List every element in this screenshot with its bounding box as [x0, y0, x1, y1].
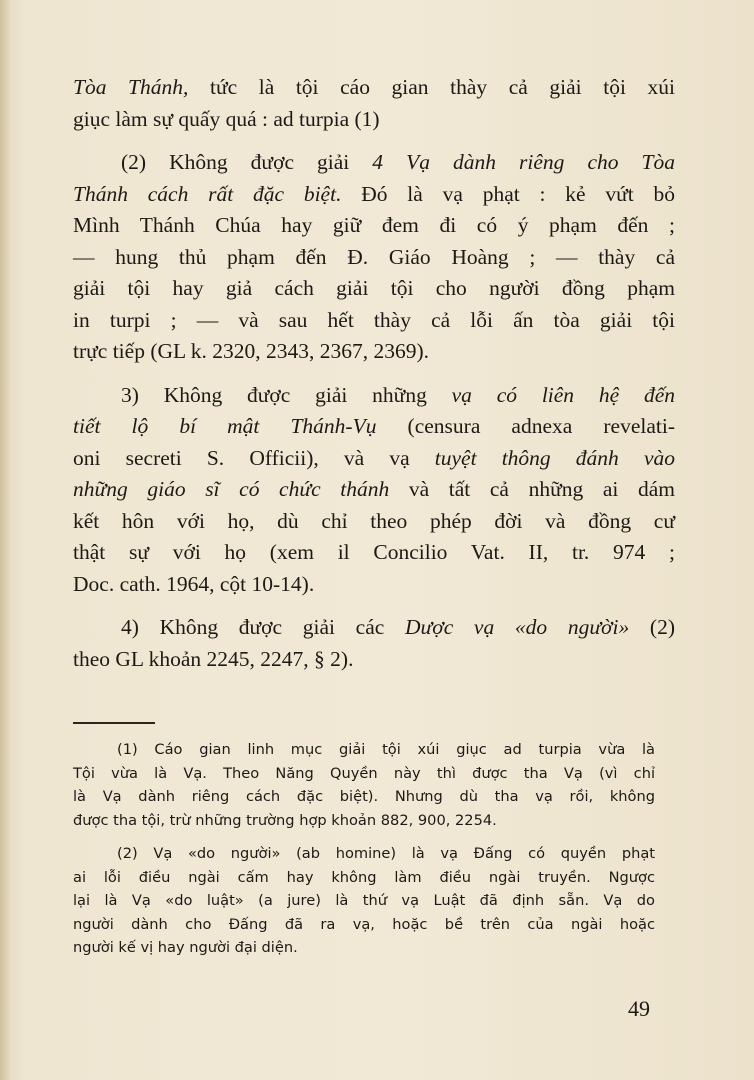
text-line: theo GL khoản 2245, 2247, § 2).	[73, 646, 354, 671]
footnotes	[73, 738, 655, 970]
text-line: (2) Không được giải 4 Vạ dành riêng cho Tòa	[121, 150, 675, 174]
text-line: giục làm sự quấy quá : ad turpia (1)	[73, 106, 380, 131]
text-line: những giáo sĩ có chức thánh và tất cả những ai dám	[73, 477, 675, 501]
text-line: Thánh cách rất đặc biệt. Đó là vạ phạt : kẻ vứt bỏ	[73, 181, 675, 206]
text-line: Mình Thánh Chúa hay giữ đem đi có ý phạm đến ;	[73, 213, 675, 237]
page-spine-shadow	[0, 0, 10, 1080]
paragraph-4	[73, 612, 675, 644]
text-line: 4) Không được giải các Dược vạ «do người» (2)	[121, 615, 675, 639]
page-number: 49	[628, 996, 650, 1021]
paragraph-3-continued	[73, 411, 675, 600]
text-line: kết hôn với họ, dù chỉ theo phép đời và đồng cư	[73, 508, 675, 533]
main-text	[73, 72, 675, 687]
footnote-line: (1) Cáo gian linh mục giải tội xúi giục ad turpia vừa là	[117, 741, 655, 758]
footnote-line: (2) Vạ «do người» (ab homine) là vạ Đấng có quyền phạt	[117, 845, 655, 862]
paragraph-2	[73, 147, 675, 179]
paragraph-4-continued	[73, 644, 675, 676]
paragraph-3	[73, 380, 675, 412]
footnote-line: người dành cho Đấng đã ra vạ, hoặc bề trên của ngài hoặc	[73, 915, 655, 933]
text-line: thật sự với họ (xem il Concilio Vat. II, tr. 974 ;	[73, 540, 675, 564]
text-line: giải tội hay giả cách giải tội cho người đồng phạm	[73, 276, 675, 300]
footnote-line: ai lỗi điều ngài cấm hay không làm điều ngài truyền. Ngược	[73, 868, 655, 886]
text-line: tiết lộ bí mật Thánh-Vụ (censura adnexa revelati-	[73, 414, 676, 438]
footnote-line: Tội vừa là Vạ. Theo Năng Quyền này thì được tha Vạ (vì chỉ	[73, 764, 655, 782]
text-line: 3) Không được giải những vạ có liên hệ đến	[121, 382, 675, 407]
footnote-separator	[73, 722, 155, 724]
text-line: — hung thủ phạm đến Đ. Giáo Hoàng ; — thày cả	[73, 244, 675, 269]
footnote-line: được tha tội, trừ những trường hợp khoản 882, 900, 2254.	[73, 811, 497, 829]
paragraph-2-continued	[73, 179, 675, 368]
text-line: in turpi ; — và sau hết thày cả lỗi ấn tòa giải tội	[73, 307, 675, 332]
text-line: Doc. cath. 1964, cột 10-14).	[73, 571, 315, 596]
footnote-2	[73, 842, 655, 960]
text-line: trực tiếp (GL k. 2320, 2343, 2367, 2369).	[73, 339, 429, 363]
text-line: Tòa Thánh, tức là tội cáo gian thày cả giải tội xúi	[73, 75, 676, 99]
footnote-1	[73, 738, 655, 832]
footnote-line: là Vạ dành riêng cách đặc biệt). Nhưng dù tha vạ rồi, không	[73, 788, 655, 805]
footnote-line: lại là Vạ «do luật» (a jure) là thứ vạ Luật đã định sẵn. Vạ do	[73, 892, 655, 909]
footnote-line: người kế vị hay người đại diện.	[73, 939, 298, 956]
paragraph-1	[73, 72, 675, 135]
text-line: oni secreti S. Officii), và vạ tuyệt thông đánh vào	[73, 445, 675, 470]
